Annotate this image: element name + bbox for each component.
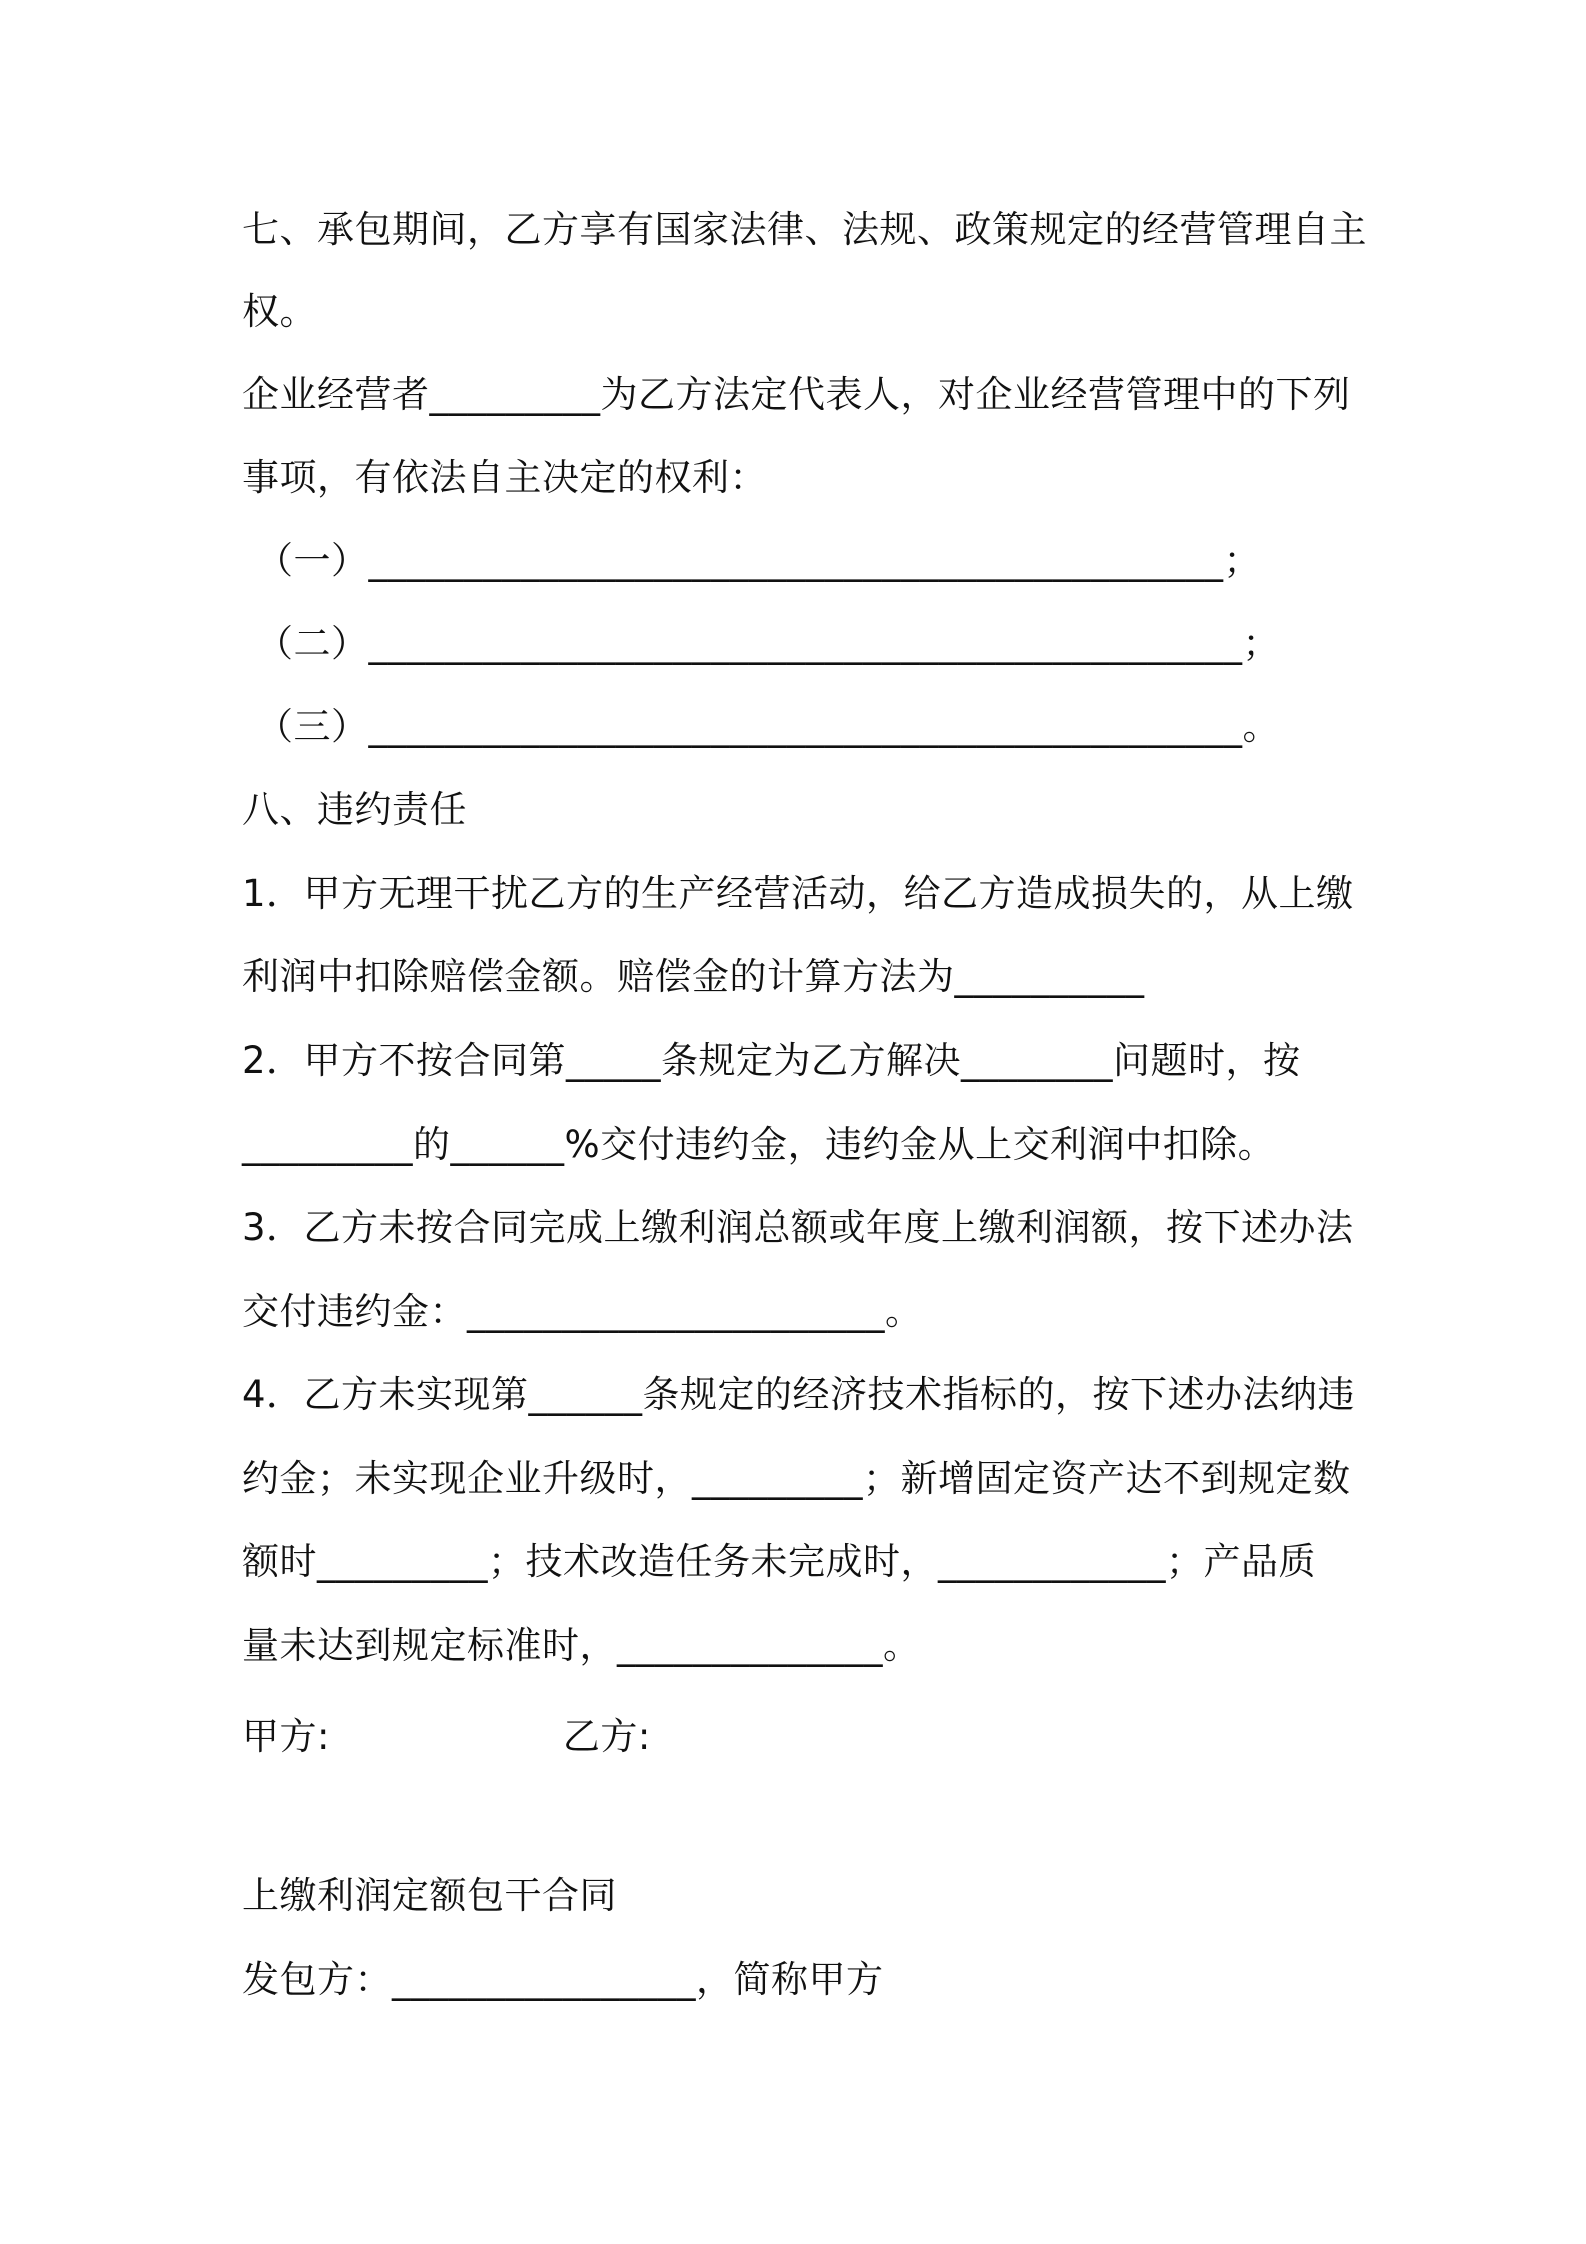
clause-7-line-1: 七、承包期间，乙方享有国家法律、法规、政策规定的经营管理自主 (242, 208, 1367, 251)
right-item-3: （三）______________________________________________。 (256, 705, 1280, 748)
signature-line: 甲方: 乙方: (242, 1715, 651, 1758)
liability-4-line-3: 额时_________；技术改造任务未完成时，____________；产品质 (242, 1540, 1316, 1583)
liability-1-line-2: 利润中扣除赔偿金额。赔偿金的计算方法为__________ (242, 955, 1145, 998)
liability-3-line-1: 3．乙方未按合同完成上缴利润总额或年度上缴利润额，按下述办法 (242, 1206, 1354, 1249)
liability-4-line-1: 4．乙方未实现第______条规定的经济技术指标的，按下述办法纳违 (242, 1373, 1356, 1416)
liability-2-line-1: 2．甲方不按合同第_____条规定为乙方解决________问题时，按 (242, 1039, 1301, 1082)
operator-line-1: 企业经营者_________为乙方法定代表人，对企业经营管理中的下列 (242, 373, 1351, 416)
liability-2-line-2: _________的______%交付违约金，违约金从上交利润中扣除。 (242, 1123, 1276, 1166)
operator-line-2: 事项，有依法自主决定的权利： (242, 456, 767, 499)
right-item-2: （二）______________________________________________； (256, 622, 1280, 665)
clause-7-line-2: 权。 (242, 290, 317, 333)
liability-1-line-1: 1．甲方无理干扰乙方的生产经营活动，给乙方造成损失的，从上缴 (242, 872, 1354, 915)
liability-4-line-2: 约金；未实现企业升级时，_________；新增固定资产达不到规定数 (242, 1457, 1351, 1500)
contractor-line: 发包方：________________，简称甲方 (242, 1958, 884, 2001)
contract-title: 上缴利润定额包干合同 (242, 1874, 617, 1917)
liability-3-line-2: 交付违约金：______________________。 (242, 1290, 923, 1333)
section-8-heading: 八、违约责任 (242, 788, 467, 831)
liability-4-line-4: 量未达到规定标准时，______________。 (242, 1624, 921, 1667)
right-item-1: （一）_____________________________________________； (256, 539, 1261, 582)
